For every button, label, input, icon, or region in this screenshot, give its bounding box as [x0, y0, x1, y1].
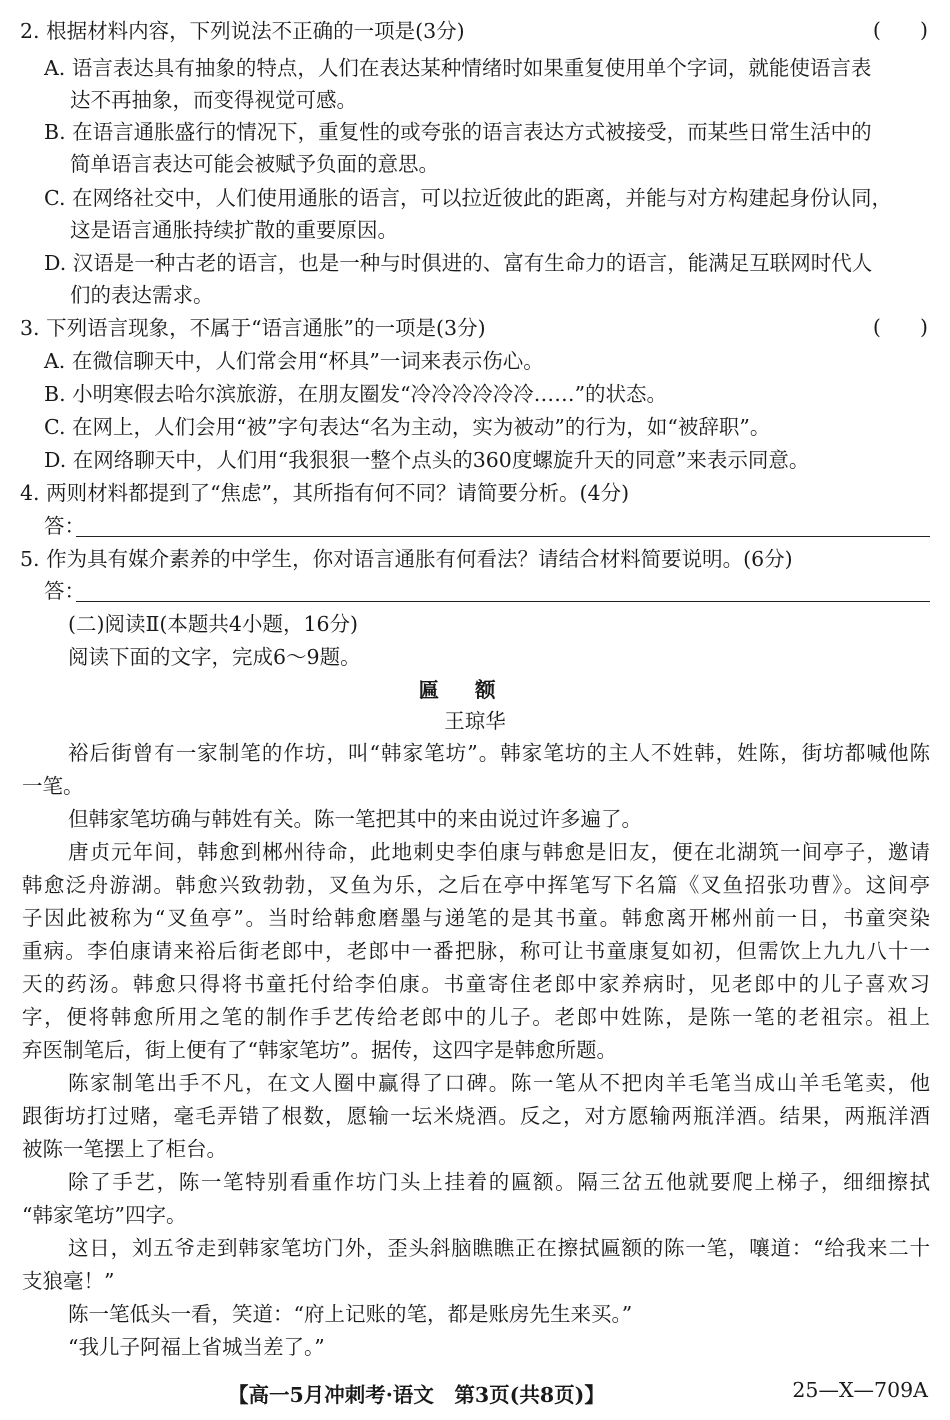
q4-answer-area[interactable] [44, 513, 930, 539]
passage-line: 唐贞元年间，韩愈到郴州待命，此地刺史李伯康与韩愈是旧友，便在北湖筑一间亭子，邀请 [68, 840, 930, 864]
q2-option-b-cont: 简单语言表达可能会被赋予负面的意思。 [70, 152, 439, 176]
q3-answer-bracket: ( ) [872, 315, 928, 339]
q2-option-c-cont: 这是语言通胀持续扩散的重要原因。 [70, 218, 398, 242]
q3-option-a: A. 在微信聊天中，人们常会用“杯具”一词来表示伤心。 [44, 349, 544, 373]
page-footer [0, 1378, 950, 1406]
q2-option-d: D. 汉语是一种古老的语言，也是一种与时俱进的、富有生命力的语言，能满足互联网时代人 [44, 251, 873, 275]
q3-option-d: D. 在网络聊天中，人们用“我狠狠一整个点头的360度螺旋升天的同意”来表示同意。 [44, 448, 810, 472]
passage-line: 韩愈泛舟游湖。韩愈兴致勃勃，叉鱼为乐，之后在亭中挥笔写下名篇《叉鱼招张功曹》。这间亭 [22, 873, 930, 897]
passage-line: 支狼毫！” [22, 1269, 115, 1293]
q4-answer-label: 答： [44, 514, 85, 538]
q2-option-d-cont: 们的表达需求。 [70, 283, 214, 307]
passage-line: 但韩家笔坊确与韩姓有关。陈一笔把其中的来由说过许多遍了。 [68, 807, 642, 831]
passage-title: 匾额 [418, 678, 532, 702]
passage-line: 陈家制笔出手不凡，在文人圈中赢得了口碑。陈一笔从不把肉羊毛笔当成山羊毛笔卖，他 [68, 1071, 930, 1095]
q4-stem: 4. 两则材料都提到了“焦虑”，其所指有何不同？请简要分析。(4分) [20, 481, 630, 505]
passage-line: 陈一笔低头一看，笑道：“府上记账的笔，都是账房先生来买。” [68, 1302, 633, 1326]
q2-option-a-cont: 达不再抽象，而变得视觉可感。 [70, 88, 357, 112]
q2-option-b: B. 在语言通胀盛行的情况下，重复性的或夸张的语言表达方式被接受，而某些日常生活中的 [44, 120, 872, 144]
passage-author: 王琼华 [444, 709, 506, 733]
passage-line: 这日，刘五爷走到韩家笔坊门外，歪头斜脑瞧瞧正在擦拭匾额的陈一笔，嚷道：“给我来二十 [68, 1236, 930, 1260]
passage-line: 重病。李伯康请来裕后街老郎中，老郎中一番把脉，称可让书童康复如初，但需饮上九九八十一 [22, 939, 930, 963]
passage-line: 被陈一笔摆上了柜台。 [22, 1137, 227, 1161]
q2-option-a: A. 语言表达具有抽象的特点，人们在表达某种情绪时如果重复使用单个字词，就能使语言表 [44, 56, 872, 80]
footer-code: 25—X—709A [792, 1378, 928, 1402]
q5-stem: 5. 作为具有媒介素养的中学生，你对语言通胀有何看法？请结合材料简要说明。(6分) [20, 547, 793, 571]
passage-line: “我儿子阿福上省城当差了。” [68, 1335, 325, 1359]
passage-line: 除了手艺，陈一笔特别看重作坊门头上挂着的匾额。隔三岔五他就要爬上梯子，细细擦拭 [68, 1170, 930, 1194]
passage-line: 跟街坊打过赌，毫毛弄错了根数，愿输一坛米烧酒。反之，对方愿输两瓶洋酒。结果，两瓶洋酒 [22, 1104, 930, 1128]
footer-exam-info: 【高一5月冲刺考·语文 第3页(共8页)】 [228, 1383, 605, 1407]
passage-line: “韩家笔坊”四字。 [22, 1203, 187, 1227]
q2-stem: 2. 根据材料内容，下列说法不正确的一项是(3分) [20, 19, 465, 43]
q2-answer-bracket: ( ) [872, 18, 928, 42]
passage-line: 裕后街曾有一家制笔的作坊，叫“韩家笔坊”。韩家笔坊的主人不姓韩，姓陈，街坊都喊他陈 [68, 741, 930, 765]
passage-line: 子因此被称为“叉鱼亭”。当时给韩愈磨墨与递笔的是其书童。韩愈离开郴州前一日，书童突染 [22, 906, 930, 930]
q3-stem: 3. 下列语言现象，不属于“语言通胀”的一项是(3分) [20, 316, 486, 340]
q2-option-c: C. 在网络社交中，人们使用通胀的语言，可以拉近彼此的距离，并能与对方构建起身份认同， [44, 186, 892, 210]
section-heading: (二)阅读Ⅱ(本题共4小题，16分) [68, 612, 359, 636]
passage-line: 字，便将韩愈所用之笔的制作手艺传给老郎中的儿子。老郎中姓陈，是陈一笔的老祖宗。祖上 [22, 1005, 930, 1029]
passage-line: 弃医制笔后，街上便有了“韩家笔坊”。据传，这四字是韩愈所题。 [22, 1038, 617, 1062]
q5-answer-line [76, 601, 930, 602]
q3-option-c: C. 在网上，人们会用“被”字句表达“名为主动，实为被动”的行为，如“被辞职”。 [44, 415, 771, 439]
q4-answer-line [76, 536, 930, 537]
passage-line: 天的药汤。韩愈只得将书童托付给李伯康。书童寄住老郎中家养病时，见老郎中的儿子喜欢习 [22, 972, 930, 996]
q5-answer-label: 答： [44, 579, 85, 603]
q3-option-b: B. 小明寒假去哈尔滨旅游，在朋友圈发“冷冷冷冷冷冷……”的状态。 [44, 382, 668, 406]
q5-answer-area[interactable] [44, 578, 930, 604]
section-instruction: 阅读下面的文字，完成6～9题。 [68, 645, 361, 669]
passage-line: 一笔。 [22, 774, 84, 798]
